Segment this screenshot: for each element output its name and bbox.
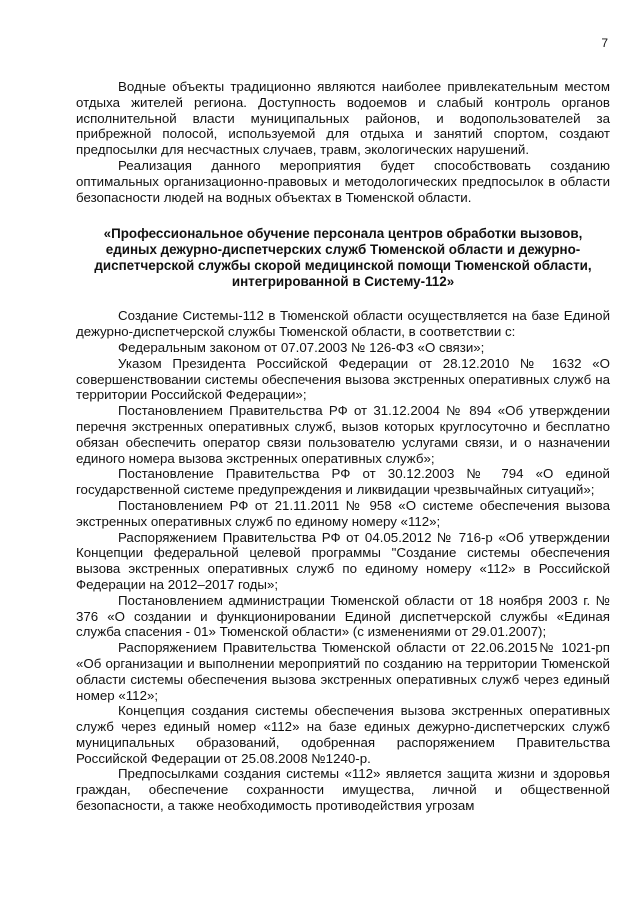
paragraph-implementation: Реализация данного мероприятия будет способствовать созданию оптимальных организационно-правовых и методологических предпосылок в области безопасности людей на водных объектах в Тюменской области. <box>76 157 610 205</box>
paragraph-president-decree: Указом Президента Российской Федерации от 28.12.2010 № 1632 «О совершенствовании системы обеспечения вызова экстренных оперативных служб на территории Российской Федерации»; <box>76 355 610 403</box>
paragraph-administration-resolution-376: Постановлением администрации Тюменской области от 18 ноября 2003 г. № 376 «О создании и функционировании Единой диспетчерской службы «Единая служба спасения - 01» Тюменской области» (с изменениями от 29.01.2007); <box>76 592 610 640</box>
paragraph-order-1021-rp: Распоряжением Правительства Тюменской области от 22.06.2015№ 1021-рп «Об организации и выполнении мероприятий по созданию на территории Тюменской области системы обеспечения вызова экстренных оперативных служб через единый номер «112»; <box>76 640 610 703</box>
paragraph-federal-law: Федеральным законом от 07.07.2003 № 126-ФЗ «О связи»; <box>118 339 485 355</box>
document-body <box>76 79 610 814</box>
section-heading: «Профессиональное обучение персонала центров обработки вызовов, единых дежурно-диспетчерских служб Тюменской области и дежурно-диспетчерской службы скорой медицинской помощи Тюменской области, интегрированной в Систему-112» <box>94 226 592 290</box>
paragraph-order-716-r: Распоряжением Правительства РФ от 04.05.2012 № 716-р «Об утверждении Концепции федеральной целевой программы "Создание системы обеспечения вызова экстренных оперативных служб по единому номеру «112» в Российской Федерации на 2012–2017 годы»; <box>76 529 610 592</box>
paragraph-government-resolution-794: Постановление Правительства РФ от 30.12.2003 № 794 «О единой государственной системе предупреждения и ликвидации чрезвычайных ситуаций»; <box>76 466 610 498</box>
paragraph-water-objects: Водные объекты традиционно являются наиболее привлекательным местом отдыха жителей региона. Доступность водоемов и слабый контроль органов исполнительной власти муниципальных районов, и водопользователей за прибрежной полосой, используемой для отдыха и занятий спортом, создают предпосылки для несчастных случаев, травм, экологических нарушений. <box>76 79 610 158</box>
paragraph-concept-112: Концепция создания системы обеспечения вызова экстренных оперативных служб через единый номер «112» на базе единых дежурно-диспетчерских служб муниципальных образований, одобренная распоряжением Правительства Российской Федерации от 25.08.2008 №1240-р. <box>76 703 610 766</box>
page-number: 7 <box>601 36 608 50</box>
paragraph-resolution-958: Постановлением РФ от 21.11.2011 № 958 «О системе обеспечения вызова экстренных оперативных служб по единому номеру «112»; <box>76 497 610 529</box>
paragraph-system-112-creation: Создание Системы-112 в Тюменской области осуществляется на базе Единой дежурно-диспетчерской службы Тюменской области, в соответствии с: <box>76 308 610 340</box>
paragraph-government-resolution-894: Постановлением Правительства РФ от 31.12.2004 № 894 «Об утверждении перечня экстренных оперативных служб, вызов которых круглосуточно и бесплатно обязан обеспечить оператор связи пользователю услугами связи, и о назначении единого номера вызова экстренных оперативных служб»; <box>76 403 610 466</box>
paragraph-prerequisites: Предпосылками создания системы «112» является защита жизни и здоровья граждан, обеспечение сохранности имущества, личной и общественной безопасности, а также необходимость противодействия угрозам <box>76 766 610 814</box>
